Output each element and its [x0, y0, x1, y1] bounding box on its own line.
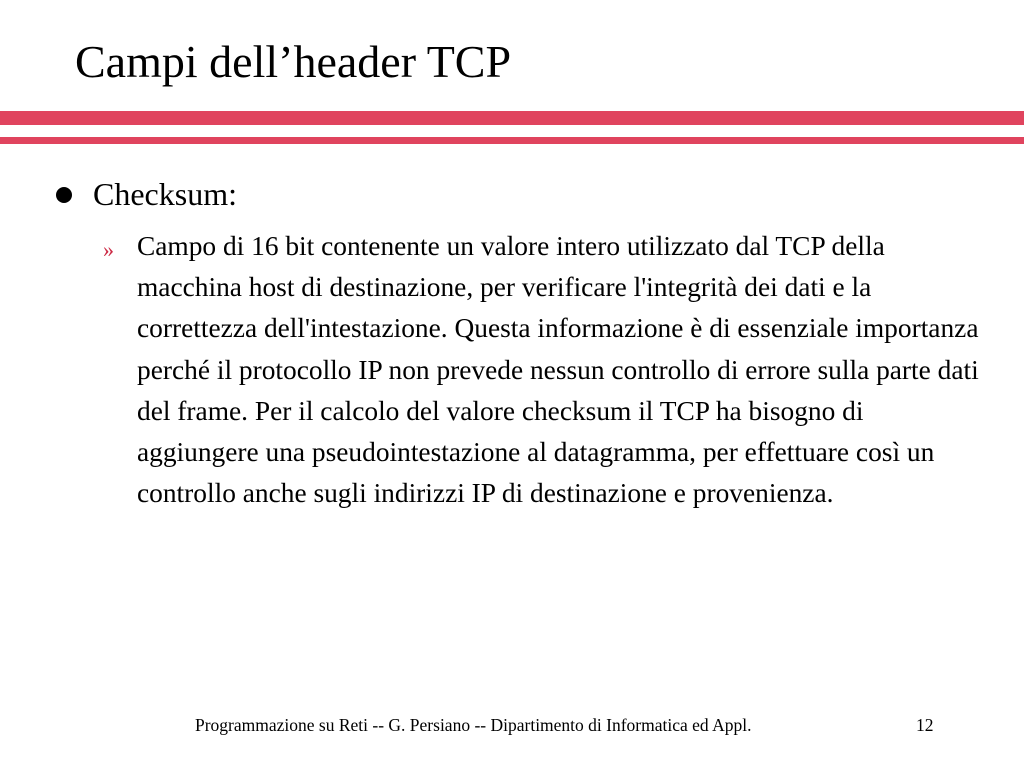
title-divider-thin — [0, 137, 1024, 144]
footer-text: Programmazione su Reti -- G. Persiano -- Dipartimento di Informatica ed Appl. — [195, 715, 752, 735]
slide-title: Campi dell’header TCP — [75, 36, 512, 87]
bullet-dot-icon — [56, 187, 72, 203]
page-number: 12 — [916, 715, 934, 735]
sub-bullet-text: Campo di 16 bit contenente un valore intero utilizzato dal TCP della macchina host di destinazione, per verificare l'integrità dei dati e la correttezza dell'intestazione. Questa informazione è di essenziale importanza perché il protocollo IP non prevede nessun controllo di errore sulla parte dati del frame. Per il calcolo del valore checksum il TCP ha bisogno di aggiungere una pseudointestazione al datagramma, per effettuare così un controllo anche sugli indirizzi IP di destinazione e provenienza. — [137, 231, 979, 509]
bullet-label: Checksum: — [93, 176, 237, 212]
title-divider-thick — [0, 111, 1024, 125]
sub-bullet-marker: » — [103, 237, 114, 262]
